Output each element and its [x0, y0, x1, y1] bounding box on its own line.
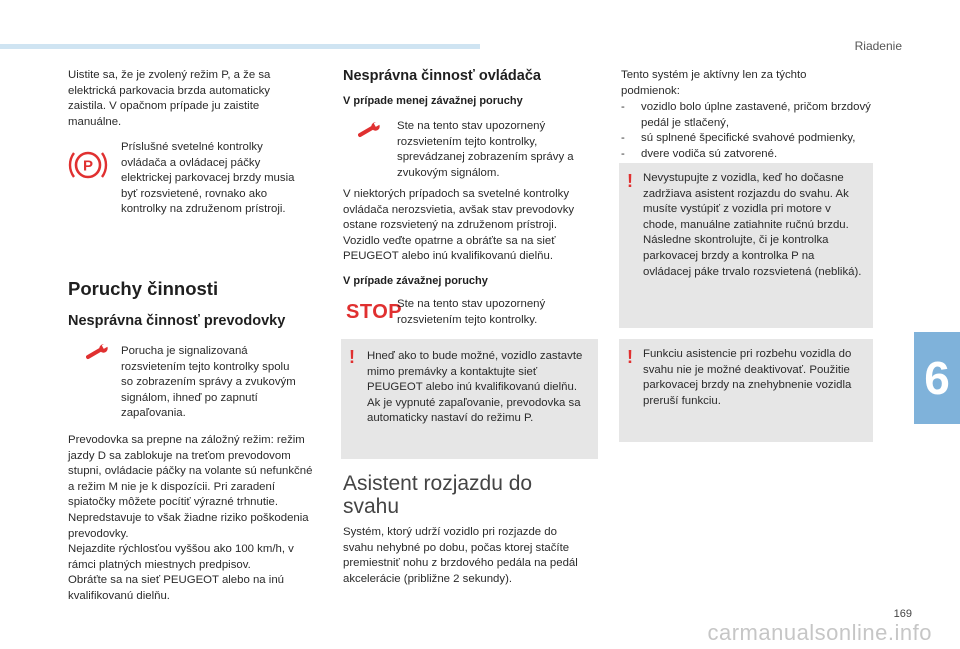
wrench-icon	[86, 344, 110, 360]
page-number: 169	[893, 608, 912, 620]
warning-icon: !	[349, 347, 355, 367]
minor-fault-text: Ste na tento stav upozornený rozsvietením tejto kontrolky, sprevádzanej zobrazením správy a zvukovým signálom.	[397, 120, 574, 179]
hill-assist-body: Systém, ktorý udrží vozidlo pri rozjazde do svahu nehybné po dobu, počas ktorej stačíte premiestniť nohu z brzdového pedála na pedál akcelerácie (približne 2 sekundy).	[343, 526, 578, 585]
gearbox-warning-text: Porucha je signalizovaná rozsvietením tejto kontrolky spolu so zobrazením správy a zvukovým signálom, ihneď po zapnutí zapaľovania.	[121, 345, 296, 420]
gearbox-fault-heading: Nesprávna činnosť prevodovky	[68, 313, 286, 329]
wrench-icon	[358, 122, 382, 138]
parking-brake-icon	[68, 147, 108, 183]
parking-brake-text: Príslušné svetelné kontrolky ovládača a ovládacej páčky elektrickej parkovacej brzdy musia byť rozsvietené, rovnako ako kontrolky na združenom prístroji.	[121, 141, 295, 216]
selector-fault-body: V niektorých prípadoch sa svetelné kontrolky ovládača nerozsvietia, avšak stav prevodovky ostane rozsvietený na združenom prístroji. Vozidlo veďte opatrne a obráťte sa na sieť PEUGEOT alebo inú kvalifikovanú dielňu.	[343, 188, 575, 263]
left-intro: Uistite sa, že je zvolený režim P, a že sa elektrická parkovacia brzda automaticky zaistila. V opačnom prípade ju zaistite manuálne.	[68, 69, 271, 128]
stop-icon: STOP	[346, 301, 403, 323]
list-item: - dvere vodiča sú zatvorené.	[621, 147, 871, 163]
minor-fault-label: V prípade menej závažnej poruchy	[343, 95, 523, 107]
list-item: - vozidlo bolo úplne zastavené, pričom brzdový pedál je stlačený,	[621, 100, 871, 131]
selector-fault-heading: Nesprávna činnosť ovládača	[343, 68, 541, 84]
warning-icon: !	[627, 347, 633, 367]
section-name: Riadenie	[854, 39, 902, 53]
svg-text:P: P	[82, 157, 94, 175]
warning-icon: !	[627, 171, 633, 191]
chapter-tab: 6	[914, 332, 960, 424]
major-fault-label: V prípade závažnej poruchy	[343, 275, 488, 287]
major-fault-text: Ste na tento stav upozornený rozsvietením tejto kontrolky.	[397, 298, 546, 326]
list-item: - sú splnené špecifické svahové podmienky,	[621, 131, 871, 147]
header-bar	[0, 44, 480, 49]
faults-heading: Poruchy činnosti	[68, 278, 219, 299]
hill-assist-title: Asistent rozjazdu do svahu	[343, 472, 533, 518]
warning-note-text: Hneď ako to bude možné, vozidlo zastavte mimo premávky a kontaktujte sieť PEUGEOT alebo inú kvalifikovanú dielňu. Ak je vypnuté zapaľovanie, prevodovka sa automaticky nastaví do režimu P.	[367, 350, 583, 425]
conditions-intro: Tento systém je aktívny len za týchto podmienok:	[621, 69, 807, 97]
warning-note	[341, 339, 598, 459]
watermark: carmanualsonline.info	[707, 620, 932, 645]
warning-note	[619, 339, 873, 442]
gearbox-fault-body: Prevodovka sa prepne na záložný režim: režim jazdy D sa zablokuje na treťom prevodovom stupni, ovládacie páčky na volante sú nefunkčné a režim M nie je k dispozícii. Pri zaradení spiatočky môžete pocítiť výrazné trhnutie. Nepredstavuje to však žiadne riziko poškodenia prevodovky. Nejazdite rýchlosťou vyššou ako 100 km/h, v rámci platných miestnych predpisov. Obráťte sa na sieť PEUGEOT alebo na inú kvalifikovanú dielňu.	[68, 434, 313, 602]
warning-note	[619, 163, 873, 328]
warning-note-text: Funkciu asistencie pri rozbehu vozidla do svahu nie je možné deaktivovať. Použitie parkovacej brzdy na znehybnenie vozidla preruší funkciu.	[643, 348, 852, 407]
conditions-list	[621, 100, 871, 162]
warning-note-text: Nevystupujte z vozidla, keď ho dočasne zadržiava asistent rozjazdu do svahu. Ak musíte vystúpiť z vozidla pri motore v chode, manuálne zatiahnite ručnú brzdu. Následne skontrolujte, či je kontrolka parkovacej brzdy a kontrolka P na ovládacej páke trvalo rozsvietená (nebliká).	[643, 172, 862, 278]
